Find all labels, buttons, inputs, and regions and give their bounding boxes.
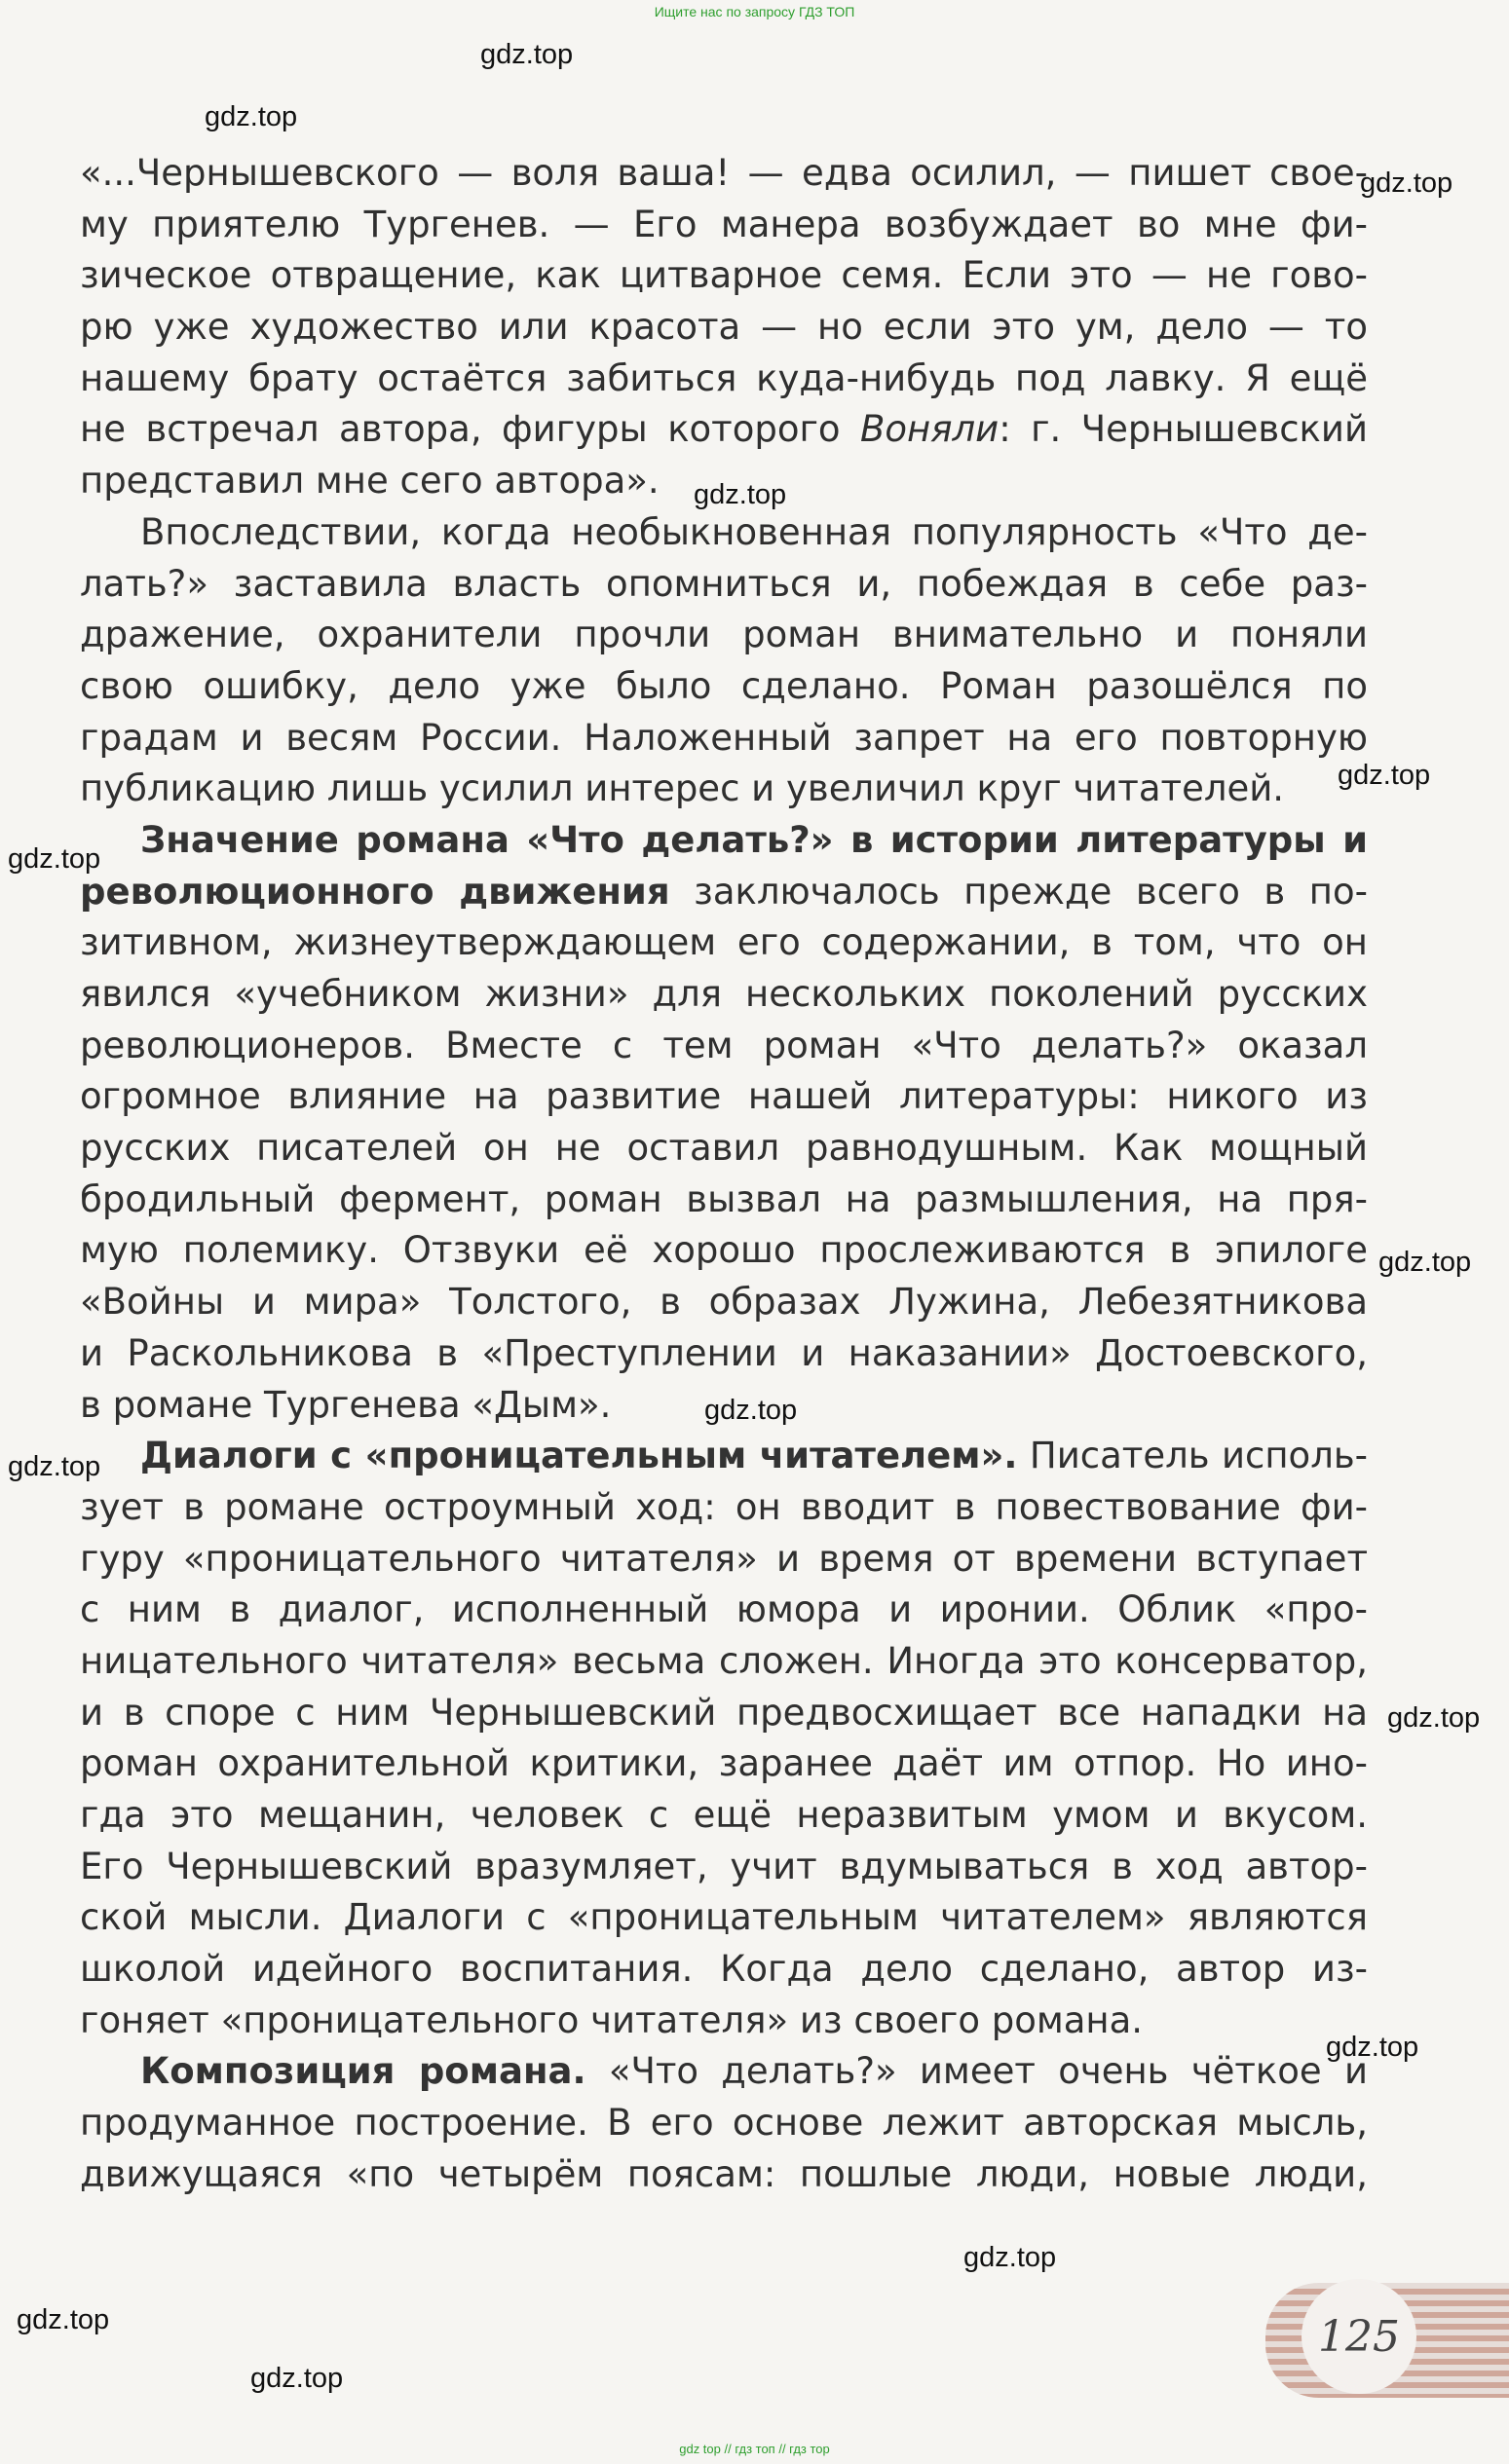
text-line: мую полемику. Отзвуки её хорошо прослеживаются в эпилоге xyxy=(80,1229,1368,1272)
text-line: явился «учебником жизни» для нескольких поколений русских xyxy=(80,973,1368,1015)
page-number: 125 xyxy=(1302,2279,1416,2394)
text-line: Диалоги с «проницательным читателем». Писатель исполь- xyxy=(140,1435,1368,1477)
text-line: бродильный фермент, роман вызвал на размышления, на пря- xyxy=(80,1177,1368,1220)
text-line: движущаяся «по четырём поясам: пошлые люди, новые люди, xyxy=(80,2152,1368,2195)
section-heading: Диалоги с «проницательным читателем». xyxy=(140,1435,1018,1477)
text-line: Впоследствии, когда необыкновенная популярность «Что де- xyxy=(140,510,1368,553)
text-line: публикацию лишь усилил интерес и увеличил круг читателей. xyxy=(80,767,1285,810)
text-line: му приятелю Тургенев. — Его манера возбуждает во мне фи- xyxy=(80,203,1368,245)
section-heading: революционного движения xyxy=(80,870,670,913)
text-line: гоняет «проницательного читателя» из своего романа. xyxy=(80,1998,1144,2041)
watermark: gdz.top xyxy=(1387,1702,1481,1734)
text-line: градам и весям России. Наложенный запрет на его повторную xyxy=(80,716,1368,759)
footer-credit: gdz top // гдз топ // гдз тор xyxy=(679,2442,830,2456)
text-line: ницательного читателя» весьма сложен. Иногда это консерватор, xyxy=(80,1639,1368,1682)
text-line: нашему брату остаётся забиться куда-нибудь под лавку. Я ещё xyxy=(80,356,1368,399)
section-heading: Значение романа «Что делать?» в истории литературы и xyxy=(140,818,1368,861)
text-line: гуру «проницательного читателя» и время от времени вступает xyxy=(80,1537,1368,1580)
watermark: gdz.top xyxy=(8,843,101,875)
text-line: рю уже художество или красота — но если это ум, дело — то xyxy=(80,306,1368,349)
watermark: gdz.top xyxy=(704,1395,798,1426)
text-line: дражение, охранители прочли роман внимательно и поняли xyxy=(80,614,1368,656)
text-line: «...Чернышевского — воля ваша! — едва осилил, — пишет свое- xyxy=(80,152,1368,194)
watermark: gdz.top xyxy=(205,101,298,132)
text-line: не встречал автора, фигуры которого Воняли: г. Чернышевский xyxy=(80,408,1368,451)
watermark: gdz.top xyxy=(1378,1247,1472,1278)
text-line: зует в романе остроумный ход: он вводит в повествование фи- xyxy=(80,1485,1368,1528)
watermark: gdz.top xyxy=(250,2363,344,2394)
text-line: лать?» заставила власть опомниться и, побеждая в себе раз- xyxy=(80,562,1368,605)
text-line: с ним в диалог, исполненный юмора и иронии. Облик «про- xyxy=(80,1588,1368,1631)
text-line: ской мысли. Диалоги с «проницательным читателем» являются xyxy=(80,1896,1368,1939)
watermark: gdz.top xyxy=(8,1451,101,1482)
text-line: свою ошибку, дело уже было сделано. Роман разошёлся по xyxy=(80,664,1368,707)
text-line: революционного движения заключалось прежде всего в по- xyxy=(80,870,1368,913)
text-line: роман охранительной критики, заранее даёт им отпор. Но ино- xyxy=(80,1742,1368,1785)
text-line xyxy=(80,815,1368,867)
watermark: gdz.top xyxy=(694,479,787,510)
watermark: gdz.top xyxy=(17,2304,110,2335)
text-line: школой идейного воспитания. Когда дело сделано, автор из- xyxy=(80,1948,1368,1991)
text-line: и Раскольникова в «Преступлении и наказании» Достоевского, xyxy=(80,1331,1368,1374)
watermark: gdz.top xyxy=(480,39,574,70)
section-heading: Композиция романа. xyxy=(140,2050,586,2093)
text-line: Композиция романа. «Что делать?» имеет очень чёткое и xyxy=(140,2050,1368,2093)
text-line: русских писателей он не оставил равнодушным. Как мощный xyxy=(80,1127,1368,1170)
text-line: продуманное построение. В его основе лежит авторская мысль, xyxy=(80,2102,1368,2145)
text-line: зическое отвращение, как цитварное семя. Если это — не гово- xyxy=(80,254,1368,297)
text-line: и в споре с ним Чернышевский предвосхищает все нападки на xyxy=(80,1691,1368,1734)
text-line: в романе Тургенева «Дым». xyxy=(80,1383,612,1426)
italic-word: Воняли xyxy=(860,408,1000,451)
text-line: представил мне сего автора». xyxy=(80,460,660,503)
text-line: зитивном, жизнеутверждающем его содержании, в том, что он xyxy=(80,921,1368,964)
text-line: огромное влияние на развитие нашей литературы: никого из xyxy=(80,1075,1368,1118)
text-line: революционеров. Вместе с тем роман «Что делать?» оказал xyxy=(80,1024,1368,1066)
watermark: gdz.top xyxy=(1360,168,1453,199)
watermark: gdz.top xyxy=(1338,760,1431,791)
watermark: gdz.top xyxy=(1326,2032,1419,2063)
watermark: gdz.top xyxy=(963,2242,1057,2273)
text-line: «Войны и мира» Толстого, в образах Лужина, Лебезятникова xyxy=(80,1281,1368,1324)
body-text xyxy=(80,148,1368,2201)
text-line: гда это мещанин, человек с ещё неразвитым умом и вкусом. xyxy=(80,1794,1368,1836)
search-banner: Ищите нас по запросу ГДЗ ТОП xyxy=(654,4,855,19)
text-line: Его Чернышевский вразумляет, учит вдумываться в ход автор- xyxy=(80,1845,1368,1887)
